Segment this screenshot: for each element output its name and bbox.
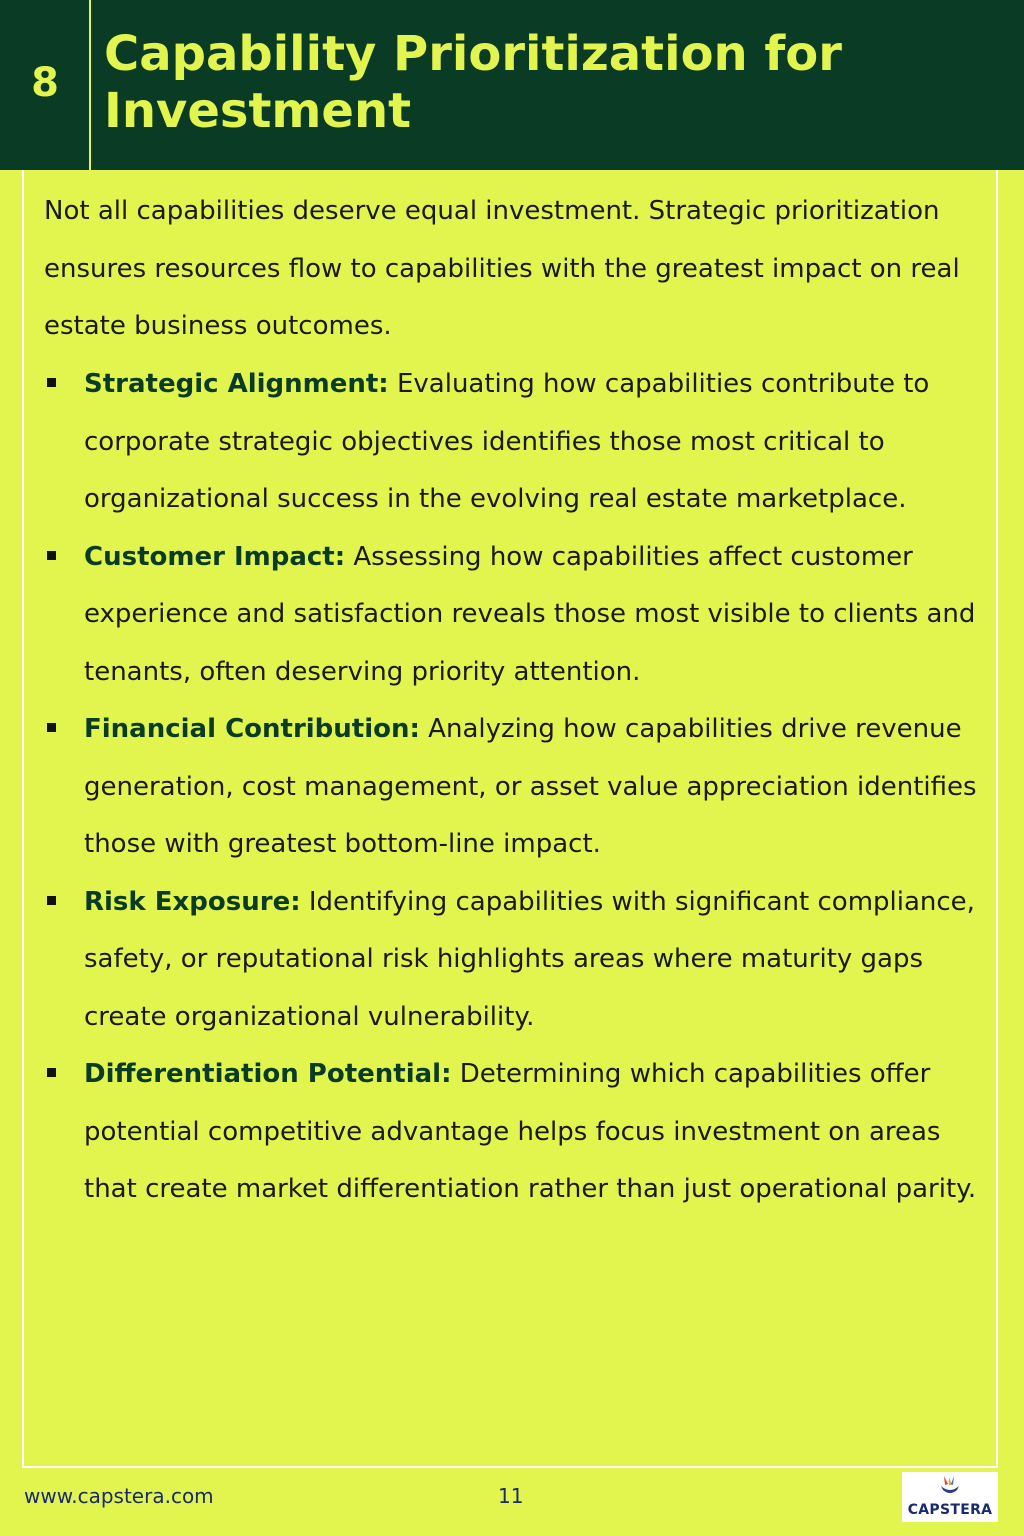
square-bullet-icon <box>47 896 56 905</box>
website-link[interactable]: www.capstera.com <box>24 1484 214 1508</box>
list-item <box>44 356 984 529</box>
square-bullet-icon <box>47 551 56 560</box>
bullet-term: Customer Impact: <box>84 541 346 572</box>
bullet-text: Assessing how capabilities affect customer experience and satisfaction reveals those most visible to clients and tenants, often deserving priority attention. <box>84 541 976 687</box>
bullet-term: Strategic Alignment: <box>84 369 389 399</box>
bullet-text: Evaluating how capabilities contribute to corporate strategic objectives identifies those most critical to organizational success in the evolving real estate marketplace. <box>84 369 930 514</box>
page-title: Capability Prioritization for Investment <box>104 26 842 139</box>
page-number: 11 <box>498 1484 524 1508</box>
bullet-text: Analyzing how capabilities drive revenue generation, cost management, or asset value appreciation identifies those with greatest bottom-line impact. <box>84 714 977 859</box>
list-item <box>44 701 984 874</box>
bullet-list <box>44 356 984 1219</box>
bullet-term: Financial Contribution: <box>84 714 420 744</box>
bullet-term: Risk Exposure: <box>84 886 301 917</box>
list-item <box>44 1046 984 1219</box>
list-item <box>44 874 984 1047</box>
square-bullet-icon <box>47 378 56 387</box>
capstera-logo <box>902 1472 998 1522</box>
bullet-text: Determining which capabilities offer potential competitive advantage helps focus investment on areas that create market differentiation rather than just operational parity. <box>84 1059 977 1204</box>
bullet-text: Identifying capabilities with significant compliance, safety, or reputational risk highlights areas where maturity gaps create organizational vulnerability. <box>84 886 975 1032</box>
intro-paragraph: Not all capabilities deserve equal investment. Strategic prioritization ensures resources flow to capabilities with the greatest impact on real estate business outcomes. <box>44 196 960 341</box>
page-header <box>0 0 1024 170</box>
header-divider <box>89 0 91 170</box>
square-bullet-icon <box>47 723 56 732</box>
section-number: 8 <box>31 60 59 106</box>
logo-mark-icon <box>935 1474 965 1498</box>
square-bullet-icon <box>47 1068 56 1077</box>
logo-text: CAPSTERA <box>907 1502 993 1518</box>
list-item <box>44 529 984 702</box>
bullet-term: Differentiation Potential: <box>84 1059 452 1089</box>
